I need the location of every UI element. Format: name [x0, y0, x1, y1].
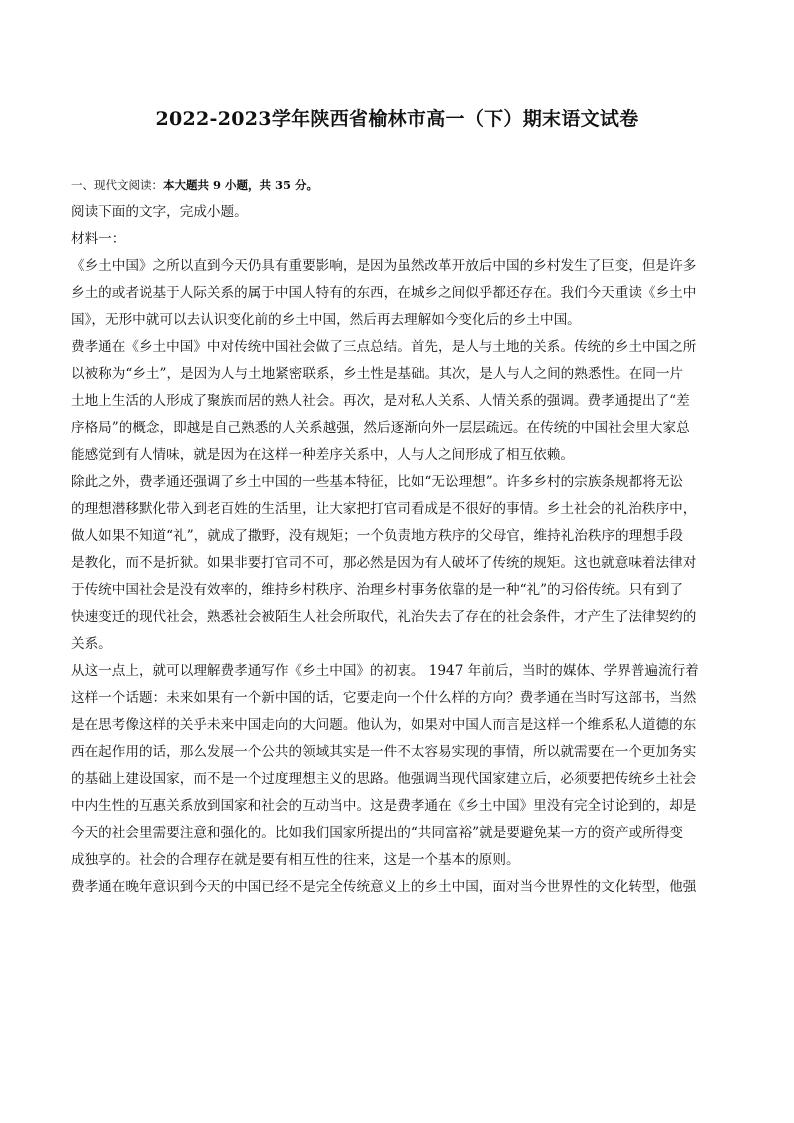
text-line: 土地上生活的人形成了聚族而居的熟人社会。再次，是对私人关系、人情关系的强调。费孝通提出了“差 [71, 393, 690, 409]
text-line: 以被称为“乡土”，是因为人与土地紧密联系，乡土性是基础。其次，是人与人之间的熟悉性。在同一片 [71, 366, 684, 382]
text-line: 关系。 [71, 636, 112, 652]
text-line: 能感觉到有人情味，就是因为在这样一种差序关系中，人与人之间形成了相互依赖。 [71, 447, 574, 463]
text-line: 费孝通在晚年意识到今天的中国已经不是完全传统意义上的乡土中国，面对当今世界性的文化转型，他强 [71, 879, 697, 895]
text-line: 《乡土中国》之所以直到今天仍具有重要影响，是因为虽然改革开放后中国的乡村发生了巨变，但是许多 [71, 258, 697, 274]
text-line: 国》，无形中就可以去认识变化前的乡土中国，然后再去理解如今变化后的乡土中国。 [71, 312, 581, 328]
text-line: 这样一个话题：未来如果有一个新中国的话，它要走向一个什么样的方向？费孝通在当时写这部书，当然 [71, 690, 697, 706]
text-line: 序格局”的概念，即越是自己熟悉的人关系越强，然后逐渐向外一层层疏远。在传统的中国社会里大家总 [71, 420, 690, 436]
text-line: 中内生性的互惠关系放到国家和社会的互动当中。这是费孝通在《乡土中国》里没有完全讨论到的，却是 [71, 798, 697, 814]
text-line: 西在起作用的话，那么发展一个公共的领域其实是一件不太容易实现的事情，所以就需要在一个更加务实 [71, 744, 697, 760]
text-line: 从这一点上，就可以理解费孝通写作《乡土中国》的初衷。 1947 年前后，当时的媒体、学界普遍流行着 [71, 663, 699, 679]
reading-section [71, 172, 725, 901]
text-line: 成独享的。社会的合理存在就是要有相互性的往来，这是一个基本的原则。 [71, 852, 520, 868]
section-heading-detail: 本大题共 9 小题，共 35 分。 [163, 178, 319, 192]
text-line: 做人如果不知道“礼”，就成了撒野，没有规矩；一个负责地方秩序的父母官，维持礼治秩序的理想手段 [71, 528, 684, 544]
text-line: 的理想潜移默化带入到老百姓的生活里，让大家把打官司看成是不很好的事情。乡土社会的礼治秩序中， [71, 501, 697, 517]
section-heading-prefix: 一、现代文阅读： [71, 178, 163, 192]
section-heading [71, 172, 725, 199]
instruction-text: 阅读下面的文字，完成小题。 [71, 204, 248, 220]
text-line: 是教化，而不是折狱。如果非要打官司不可，那必然是因为有人破坏了传统的规矩。这也就意味着法律对 [71, 555, 697, 571]
text-line: 费孝通在《乡土中国》中对传统中国社会做了三点总结。首先，是人与土地的关系。传统的乡土中国之所 [71, 339, 697, 355]
text-line: 快速变迁的现代社会，熟悉社会被陌生人社会所取代，礼治失去了存在的社会条件，才产生了法律契约的 [71, 609, 697, 625]
text-line: 是在思考像这样的关乎未来中国走向的大问题。他认为，如果对中国人而言是这样一个维系私人道德的东 [71, 717, 697, 733]
exam-title: 2022-2023学年陕西省榆林市高一（下）期末语文试卷 [155, 108, 639, 130]
text-line: 今天的社会里需要注意和强化的。比如我们国家所提出的“共同富裕”就是要避免某一方的资产或所得变 [71, 825, 684, 841]
text-line: 于传统中国社会是没有效率的，维持乡村秩序、治理乡村事务依靠的是一种“礼”的习俗传统。只有到了 [71, 582, 684, 598]
text-line: 除此之外，费孝通还强调了乡土中国的一些基本特征，比如“无讼理想”。许多乡村的宗族条规都将无讼 [71, 474, 684, 490]
material-label: 材料一： [71, 231, 126, 247]
text-line: 乡土的或者说基于人际关系的属于中国人特有的东西，在城乡之间似乎都还存在。我们今天重读《乡土中 [71, 285, 697, 301]
text-line: 的基础上建设国家，而不是一个过度理想主义的思路。他强调当现代国家建立后，必须要把传统乡土社会 [71, 771, 697, 787]
